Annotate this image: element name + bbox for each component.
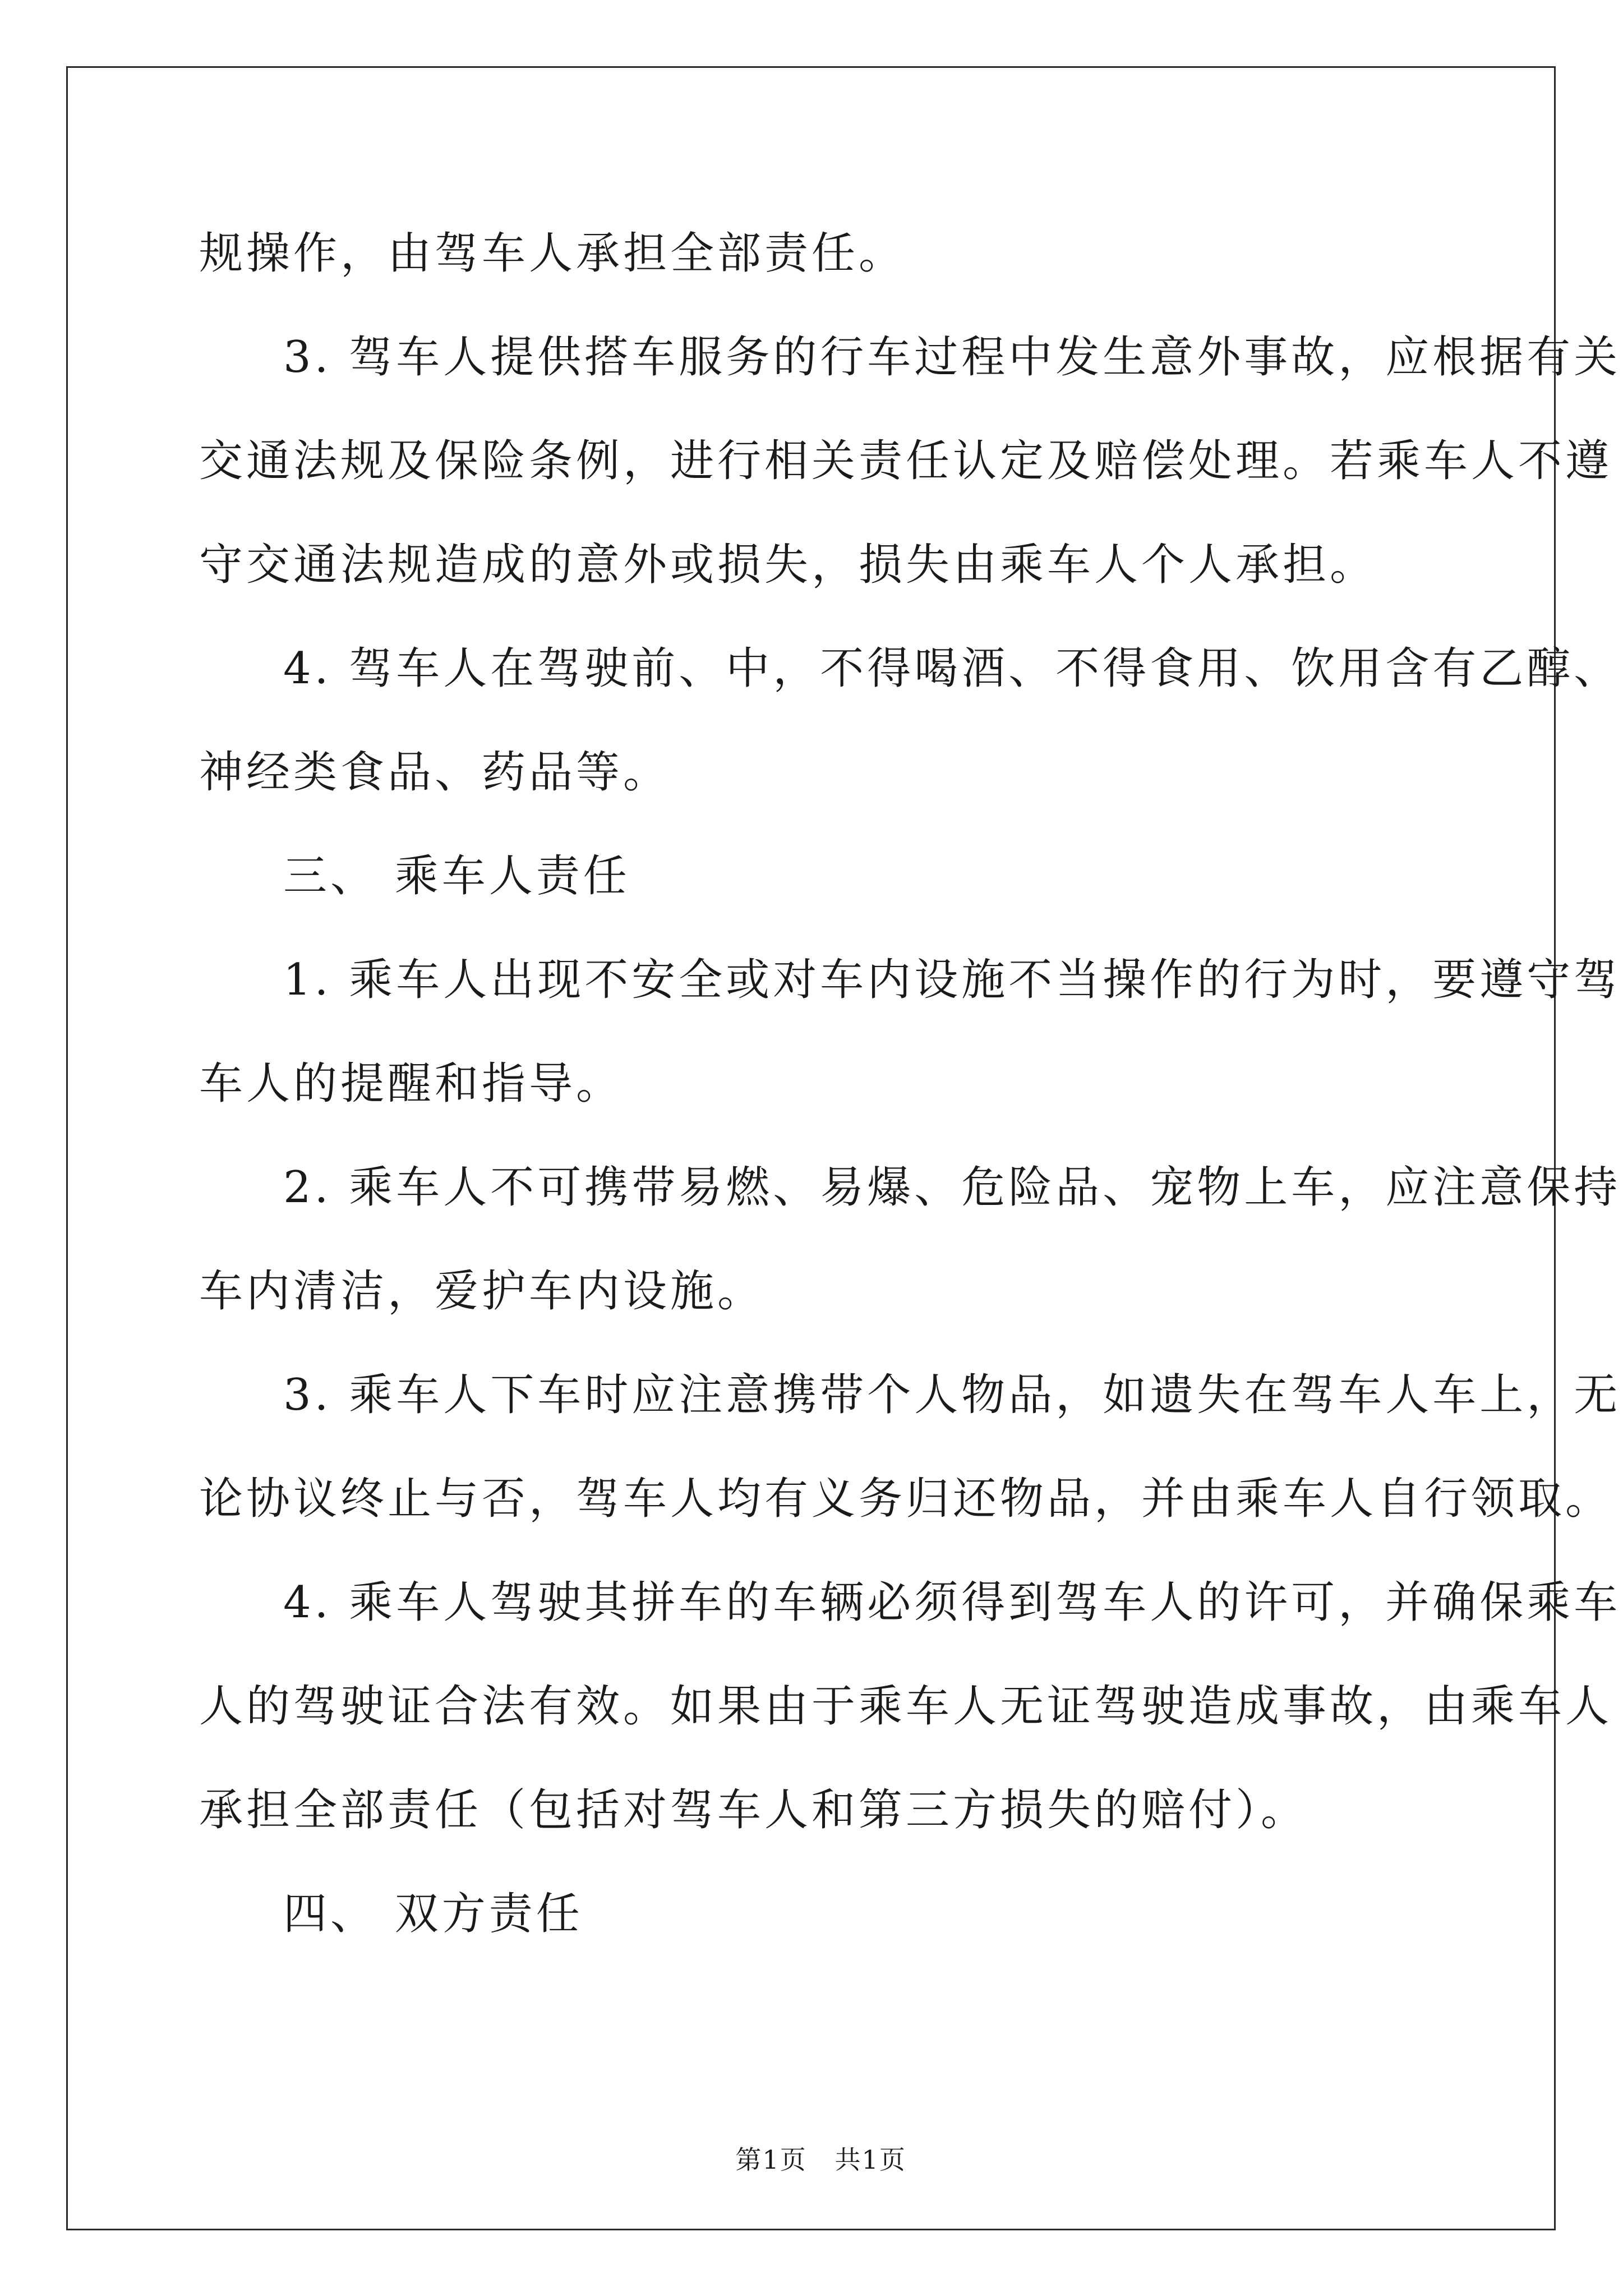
document-line: 2. 乘车人不可携带易燃、易爆、危险品、宠物上车，应注意保持 — [283, 1162, 1621, 1213]
document-line: 承担全部责任（包括对驾车人和第三方损失的赔付）。 — [199, 1785, 1308, 1835]
document-line: 规操作，由驾车人承担全部责任。 — [199, 228, 906, 279]
document-line: 4. 驾车人在驾驶前、中，不得喝酒、不得食用、饮用含有乙醇、 — [283, 643, 1621, 694]
document-line: 3. 乘车人下车时应注意携带个人物品，如遗失在驾车人车上，无 — [283, 1370, 1621, 1420]
document-body — [199, 202, 1621, 1966]
document-line: 神经类食品、药品等。 — [199, 747, 671, 798]
document-line: 4. 乘车人驾驶其拼车的车辆必须得到驾车人的许可，并确保乘车 — [283, 1577, 1621, 1628]
document-line: 人的驾驶证合法有效。如果由于乘车人无证驾驶造成事故，由乘车人 — [199, 1681, 1613, 1732]
document-line: 3. 驾车人提供搭车服务的行车过程中发生意外事故，应根据有关 — [283, 332, 1621, 383]
document-line: 守交通法规造成的意外或损失，损失由乘车人个人承担。 — [199, 540, 1377, 590]
document-line: 论协议终止与否，驾车人均有义务归还物品，并由乘车人自行领取。 — [199, 1474, 1613, 1524]
document-line: 车内清洁，爱护车内设施。 — [199, 1266, 765, 1317]
document-line: 车人的提醒和指导。 — [199, 1059, 624, 1109]
document-line: 1. 乘车人出现不安全或对车内设施不当操作的行为时，要遵守驾 — [283, 955, 1621, 1005]
document-line: 四、 双方责任 — [283, 1889, 583, 1939]
document-line: 交通法规及保险条例，进行相关责任认定及赔偿处理。若乘车人不遵 — [199, 436, 1613, 486]
page-number-text: 第1页 共1页 — [735, 2145, 906, 2175]
document-line: 三、 乘车人责任 — [283, 851, 630, 901]
page-footer — [0, 2109, 1623, 2177]
